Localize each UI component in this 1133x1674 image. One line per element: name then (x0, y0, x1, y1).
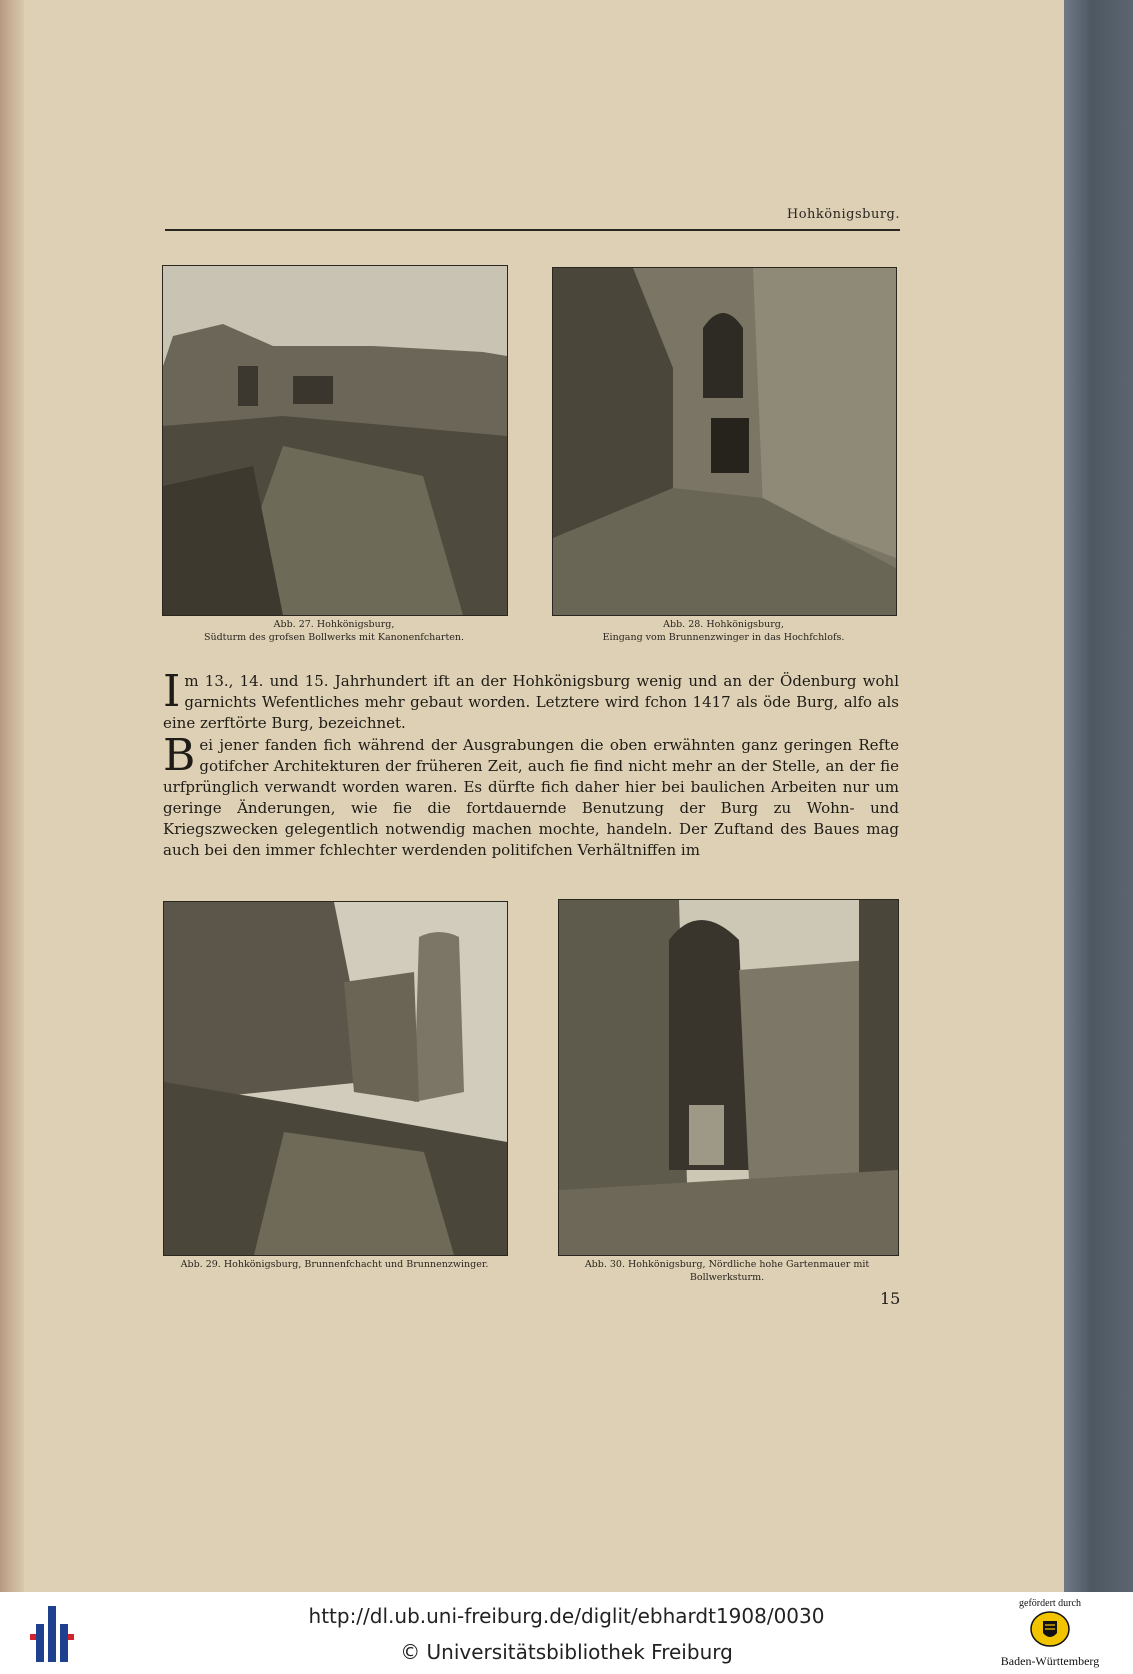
figure-28-caption-line1: Abb. 28. Hohkönigsburg, (663, 619, 784, 630)
figure-30-caption (553, 1258, 901, 1284)
cover-edge (1064, 0, 1133, 1592)
running-title: Hohkönigsburg. (786, 207, 900, 222)
figure-27-caption-line1: Abb. 27. Hohkönigsburg, (273, 619, 395, 630)
figure-27-caption-line2: Südturm des grofsen Bollwerks mit Kanonenfcharten. (203, 632, 465, 643)
footer-url-link[interactable]: http://dl.ub.uni-freiburg.de/diglit/ebhardt1908/0030 (308, 1604, 825, 1628)
binding-edge (0, 0, 24, 1592)
ruin-photo-image (559, 900, 898, 1255)
paragraph-1-text: m 13., 14. und 15. Jahrhundert ift an der Hohkönigsburg wenig und an der Ödenburg wohl garnichts Wefentliches mehr gebaut worden. Letztere wird fchon 1417 als öde Burg, alfo als eine zerftörte Burg, bezeichnet. (163, 672, 899, 732)
running-header (165, 205, 900, 231)
paragraph-2-text: ei jener fanden fich während der Ausgrabungen die oben erwähnten ganz geringen Refte gotifcher Architekturen der früheren Zeit, auch fie find nicht mehr an der Stelle, an der fie urfprünglich verwandt worden waren. Es dürfte fich daher hier bei baulichen Arbeiten nur um geringe Änderungen, wie fie die fortdauernde Benutzung der Burg zu Wohn- und Kriegszwecken gelegentlich notwendig machen mochte, handeln. Der Zuftand des Baues mag auch bei den immer fchlechter werdenden politifchen Verhältniffen im (163, 736, 899, 859)
figure-29-photo (163, 901, 508, 1256)
ruin-photo-image (164, 902, 507, 1255)
page-number: 15 (880, 1289, 901, 1308)
body-paragraph-2 (163, 730, 899, 861)
dropcap-b: B (163, 730, 196, 781)
footer-bar (0, 1592, 1133, 1674)
body-paragraph-1 (163, 666, 899, 734)
figure-30-caption-line1: Abb. 30. Hohkönigsburg, Nördliche hohe Gartenmauer mit Bollwerksturm. (584, 1259, 870, 1283)
sponsor-block (975, 1598, 1125, 1669)
figure-28-caption (552, 618, 895, 644)
figure-29-caption-line1: Abb. 29. Hohkönigsburg, Brunnenfchacht und Brunnenzwinger. (180, 1259, 489, 1270)
ruin-photo-image (553, 268, 896, 615)
sponsor-label: gefördert durch (1019, 1598, 1081, 1609)
figure-29-caption (163, 1258, 506, 1271)
state-coat-of-arms-icon (1030, 1611, 1070, 1647)
figure-27-caption (162, 618, 506, 644)
figure-28-photo (552, 267, 897, 616)
figure-30-photo (558, 899, 899, 1256)
footer-copyright: © Universitätsbibliothek Freiburg (400, 1640, 733, 1664)
sponsor-name: Baden-Württemberg (1000, 1654, 1100, 1668)
dropcap-i: I (163, 666, 181, 717)
figure-27-photo (162, 265, 508, 616)
ruin-photo-image (163, 266, 507, 615)
figure-28-caption-line2: Eingang vom Brunnenzwinger in das Hochfchlofs. (602, 632, 845, 643)
